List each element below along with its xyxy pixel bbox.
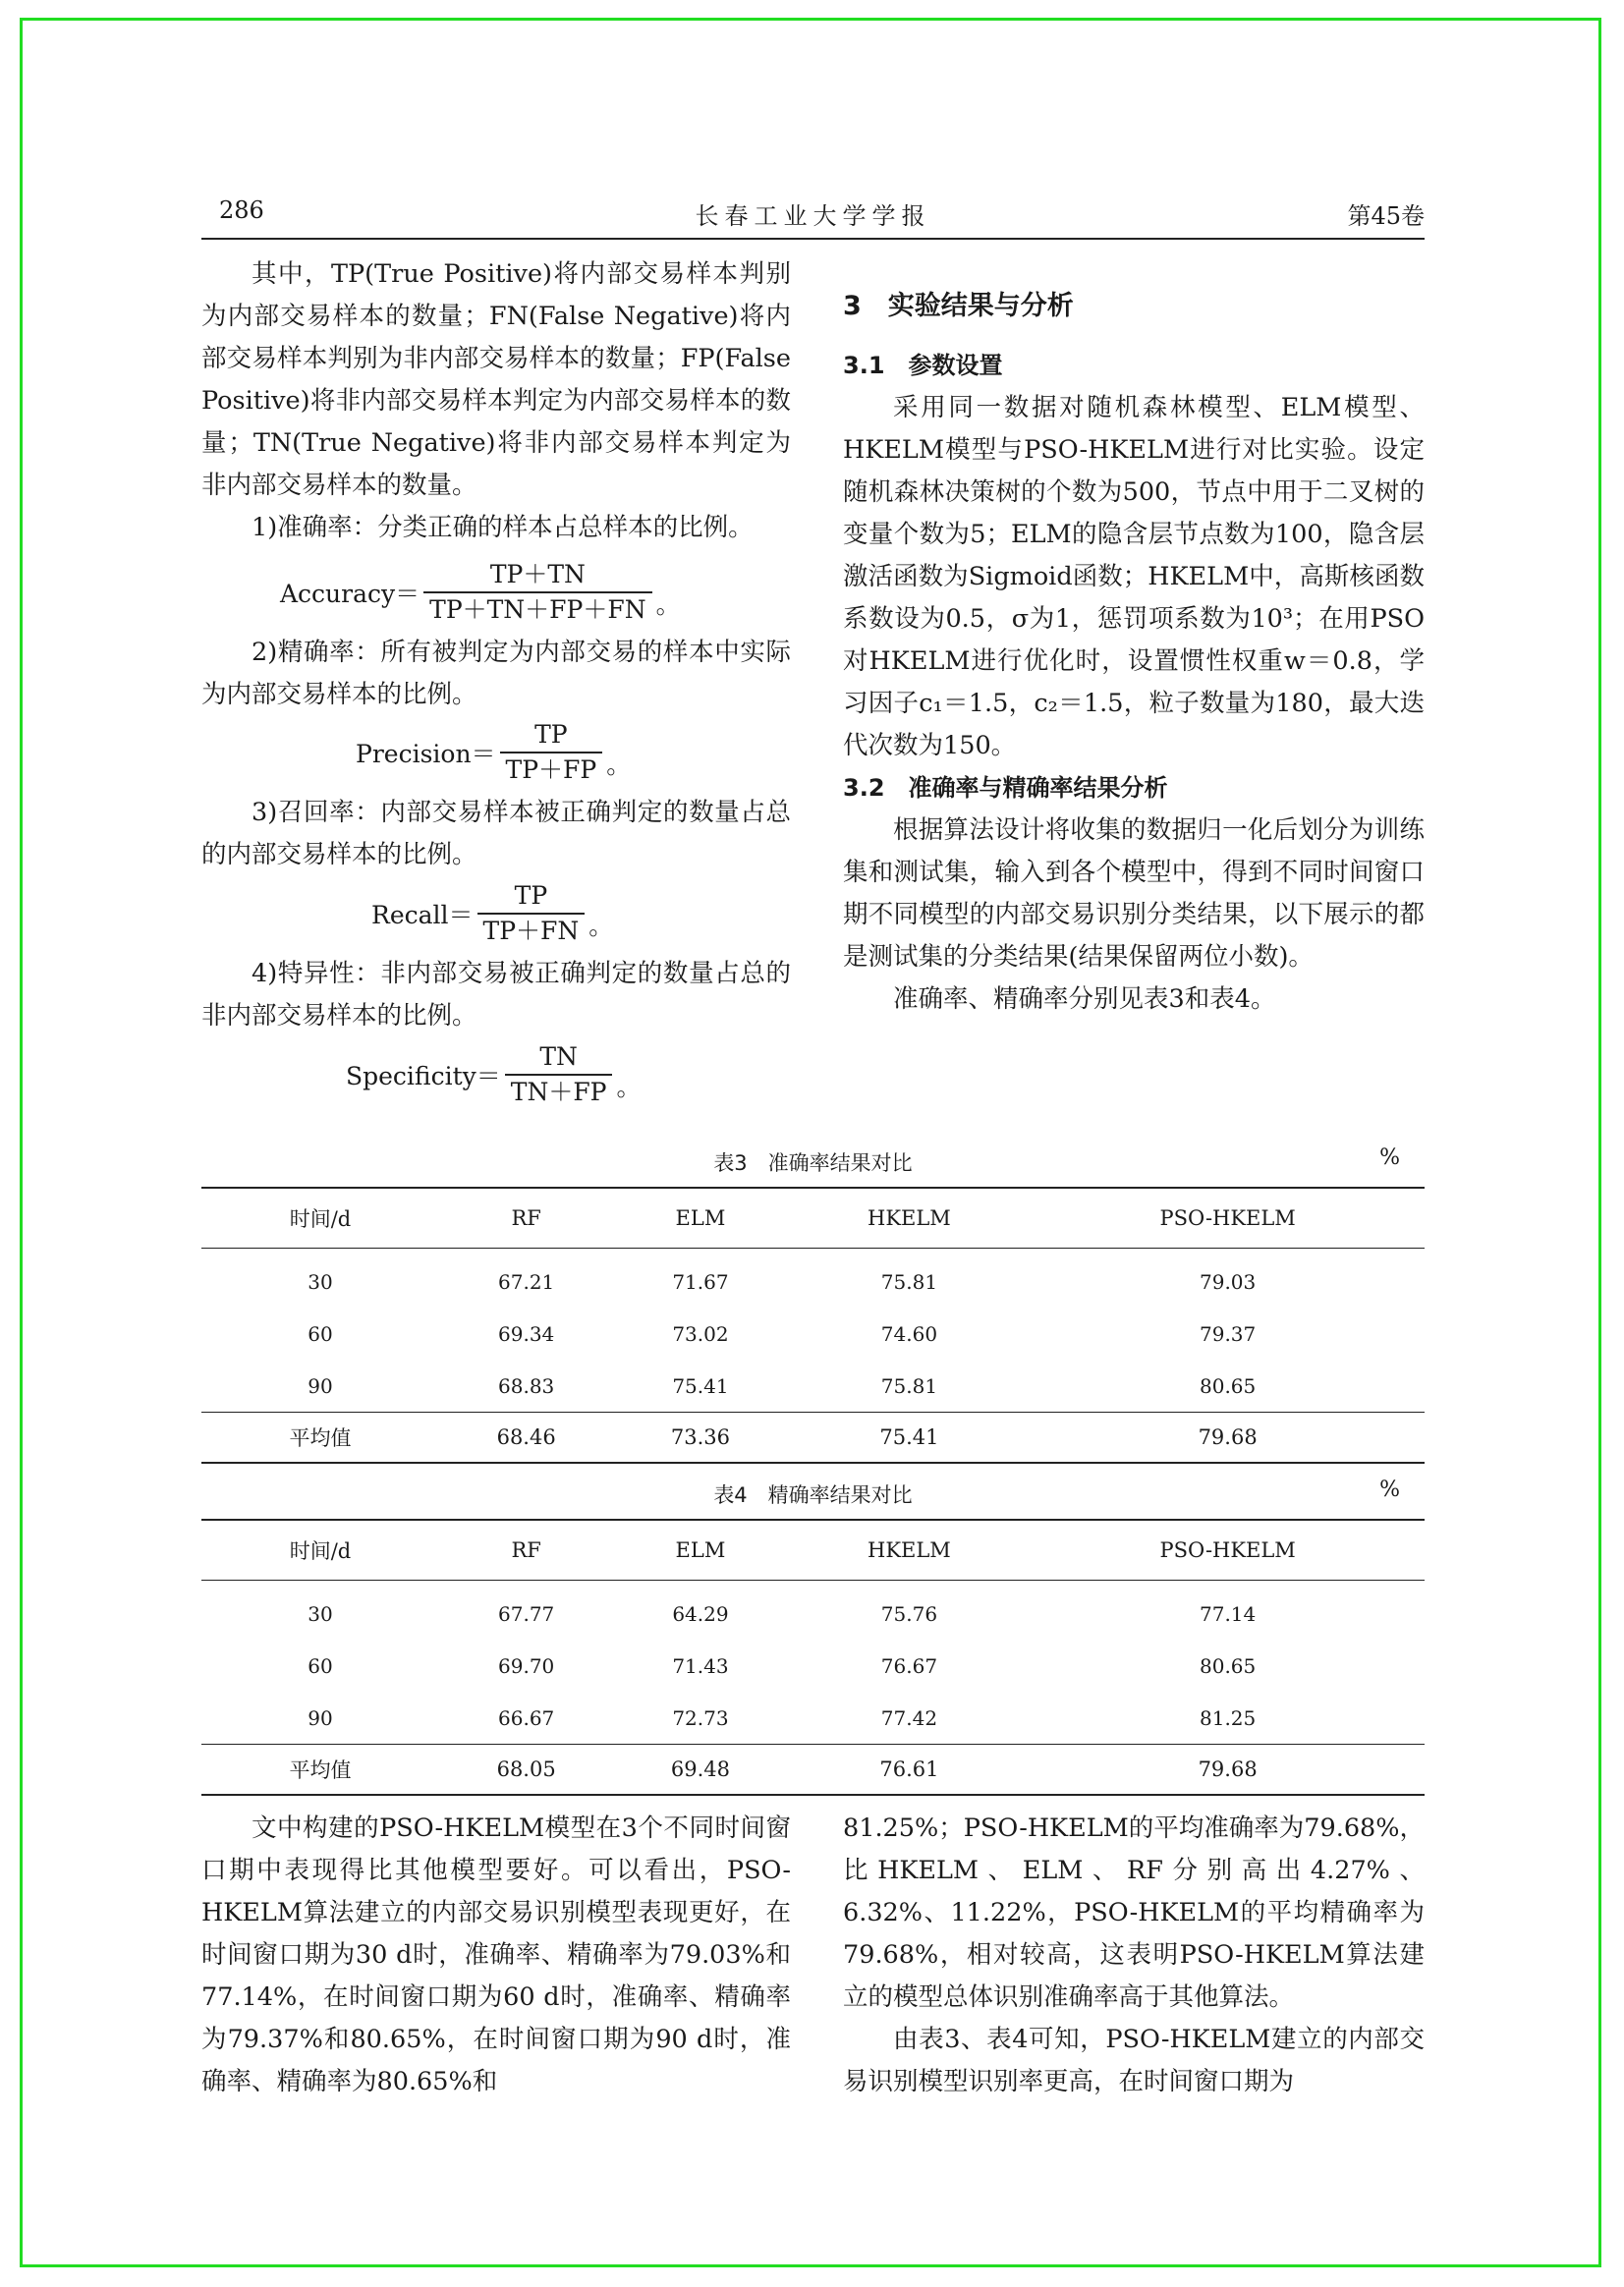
formula-fraction	[505, 1042, 613, 1107]
cell: 90	[308, 1705, 333, 1730]
header-cell: ELM	[613, 1520, 787, 1581]
left-column-intro	[201, 253, 791, 549]
cell: 77.42	[880, 1705, 938, 1730]
cell: 75.76	[880, 1601, 938, 1626]
formula-denominator: TP＋FN	[477, 913, 586, 946]
cell: 79.37	[1200, 1321, 1257, 1346]
table-row	[201, 1692, 1425, 1745]
table-row	[201, 1640, 1425, 1692]
cell: 平均值	[201, 1413, 439, 1464]
cell: 73.36	[613, 1413, 787, 1464]
specificity-text	[201, 953, 791, 1037]
table4-unit: %	[1379, 1478, 1400, 1502]
precision-definition: 2)精确率：所有被判定为内部交易的样本中实际为内部交易样本的比例。	[201, 638, 791, 709]
right-column	[843, 285, 1425, 1021]
table4-caption: 表4 精确率结果对比	[713, 1483, 913, 1507]
cell: 71.67	[672, 1269, 729, 1294]
formula-lhs: Recall＝	[371, 901, 474, 929]
journal-title: 长春工业大学学报	[695, 202, 931, 230]
subsection-title-params: 3.1 参数设置	[843, 352, 1003, 379]
results-paragraph: 根据算法设计将收集的数据归一化后划分为训练集和测试集，输入到各个模型中，得到不同时间窗口期不同模型的内部交易识别分类结果，以下展示的都是测试集的分类结果(结果保留两位小数)。	[843, 815, 1425, 972]
specificity-formula	[346, 1042, 642, 1107]
cell: 75.81	[880, 1373, 938, 1398]
cell: 67.21	[498, 1269, 555, 1294]
table3-accuracy	[201, 1187, 1425, 1464]
cell: 75.81	[880, 1269, 938, 1294]
cell: 30	[308, 1269, 333, 1294]
cell: 69.34	[498, 1321, 555, 1346]
formula-numerator: TN	[539, 1042, 578, 1071]
specificity-definition: 4)特异性：非内部交易被正确判定的数量占总的非内部交易样本的比例。	[201, 959, 791, 1031]
table-average-row	[201, 1413, 1425, 1464]
header-cell: HKELM	[788, 1520, 1032, 1581]
header-cell: RF	[439, 1520, 613, 1581]
header-cell: RF	[439, 1188, 613, 1249]
cell: 60	[308, 1653, 333, 1678]
accuracy-definition: 1)准确率：分类正确的样本占总样本的比例。	[252, 513, 754, 542]
recall-formula	[371, 881, 613, 946]
cell: 68.83	[498, 1373, 555, 1398]
cell: 90	[308, 1373, 333, 1398]
bottom-left-column	[201, 1808, 791, 2103]
table3-unit: %	[1379, 1145, 1400, 1170]
cell: 68.46	[439, 1413, 613, 1464]
cell: 79.68	[1031, 1745, 1425, 1796]
definition-paragraph: 其中，TP(True Positive)将内部交易样本判别为内部交易样本的数量；FN(False Negative)将内部交易样本判别为非内部交易样本的数量；FP(False Positive)将非内部交易样本判定为内部交易样本的数量；TN(True Negative)将非内部交易样本判定为非内部交易样本的数量。	[201, 259, 791, 500]
accuracy-formula	[280, 560, 681, 625]
cell: 67.77	[498, 1601, 555, 1626]
cell: 75.41	[788, 1413, 1032, 1464]
cell: 80.65	[1200, 1653, 1257, 1678]
header-cell: PSO-HKELM	[1031, 1188, 1425, 1249]
formula-lhs: Specificity＝	[346, 1062, 501, 1090]
header-cell: 时间/d	[201, 1520, 439, 1581]
table-header-row	[201, 1520, 1425, 1581]
cell: 79.68	[1031, 1413, 1425, 1464]
cell: 68.05	[439, 1745, 613, 1796]
formula-fraction	[500, 720, 603, 785]
precision-formula	[356, 720, 631, 785]
formula-period: 。	[606, 751, 632, 779]
table3-caption: 表3 准确率结果对比	[713, 1151, 913, 1175]
formula-period: 。	[588, 912, 614, 940]
formula-fraction	[477, 881, 586, 946]
cell: 79.03	[1200, 1269, 1257, 1294]
cell: 81.25	[1200, 1705, 1257, 1730]
cell: 72.73	[672, 1705, 729, 1730]
formula-denominator: TP＋TN＋FP＋FN	[423, 591, 651, 625]
formula-denominator: TN＋FP	[505, 1074, 613, 1107]
cell: 平均值	[201, 1745, 439, 1796]
table-header-row	[201, 1188, 1425, 1249]
table4-precision	[201, 1519, 1425, 1796]
cell: 71.43	[672, 1653, 729, 1678]
cell: 80.65	[1200, 1373, 1257, 1398]
formula-numerator: TP	[514, 881, 548, 910]
formula-denominator: TP＋FP	[500, 752, 603, 785]
params-paragraph: 采用同一数据对随机森林模型、ELM模型、HKELM模型与PSO-HKELM进行对比实验。设定随机森林决策树的个数为500，节点中用于二叉树的变量个数为5；ELM的隐含层节点数为100，隐含层激活函数为Sigmoid函数；HKELM中，高斯核函数系数设为0.5，σ为1，惩罚项系数为10³；在用PSO对HKELM进行优化时，设置惯性权重w＝0.8，学习因子c₁＝1.5，c₂＝1.5，粒子数量为180，最大迭代次数为150。	[843, 393, 1425, 760]
discussion-continuation: 81.25%；PSO-HKELM的平均准确率为79.68%，比HKELM、ELM、RF分别高出4.27%、6.32%、11.22%，PSO-HKELM的平均精确率为79.68%，相对较高，这表明PSO-HKELM算法建立的模型总体识别准确率高于其他算法。	[843, 1813, 1425, 2012]
table-row	[201, 1360, 1425, 1413]
cell: 60	[308, 1321, 333, 1346]
formula-period: 。	[655, 590, 681, 619]
table-row	[201, 1581, 1425, 1641]
table-row	[201, 1308, 1425, 1360]
precision-text	[201, 632, 791, 716]
table-average-row	[201, 1745, 1425, 1796]
cell: 69.48	[613, 1745, 787, 1796]
cell: 77.14	[1200, 1601, 1257, 1626]
header-cell: 时间/d	[201, 1188, 439, 1249]
cell: 30	[308, 1601, 333, 1626]
discussion-paragraph: 文中构建的PSO-HKELM模型在3个不同时间窗口期中表现得比其他模型要好。可以看出，PSO-HKELM算法建立的内部交易识别模型表现更好，在时间窗口期为30 d时，准确率、精确率为79.03%和77.14%，在时间窗口期为60 d时，准确率、精确率为79.37%和80.65%，在时间窗口期为90 d时，准确率、精确率为80.65%和	[201, 1813, 791, 2096]
cell: 74.60	[880, 1321, 938, 1346]
running-header	[201, 195, 1425, 240]
section-title: 3 实验结果与分析	[843, 291, 1074, 321]
page-number: 286	[219, 196, 264, 224]
cell: 73.02	[672, 1321, 729, 1346]
formula-numerator: TP＋TN	[489, 560, 586, 588]
formula-lhs: Precision＝	[356, 740, 496, 768]
recall-text	[201, 792, 791, 876]
formula-fraction	[423, 560, 651, 625]
cell: 69.70	[498, 1653, 555, 1678]
table-reference-paragraph: 准确率、精确率分别见表3和表4。	[893, 984, 1276, 1014]
header-cell: PSO-HKELM	[1031, 1520, 1425, 1581]
recall-definition: 3)召回率：内部交易样本被正确判定的数量占总的内部交易样本的比例。	[201, 798, 791, 869]
cell: 76.61	[788, 1745, 1032, 1796]
formula-numerator: TP	[534, 720, 568, 749]
cell: 64.29	[672, 1601, 729, 1626]
table-row	[201, 1249, 1425, 1309]
cell: 66.67	[498, 1705, 555, 1730]
header-cell: HKELM	[788, 1188, 1032, 1249]
subsection-title-results: 3.2 准确率与精确率结果分析	[843, 774, 1168, 802]
conclusion-paragraph: 由表3、表4可知，PSO-HKELM建立的内部交易识别模型识别率更高，在时间窗口期为	[843, 2025, 1425, 2096]
header-cell: ELM	[613, 1188, 787, 1249]
bottom-right-column	[843, 1808, 1425, 2103]
volume-label: 第45卷	[1347, 202, 1425, 230]
cell: 76.67	[880, 1653, 938, 1678]
formula-period: 。	[616, 1073, 642, 1101]
formula-lhs: Accuracy＝	[280, 580, 420, 608]
cell: 75.41	[672, 1373, 729, 1398]
